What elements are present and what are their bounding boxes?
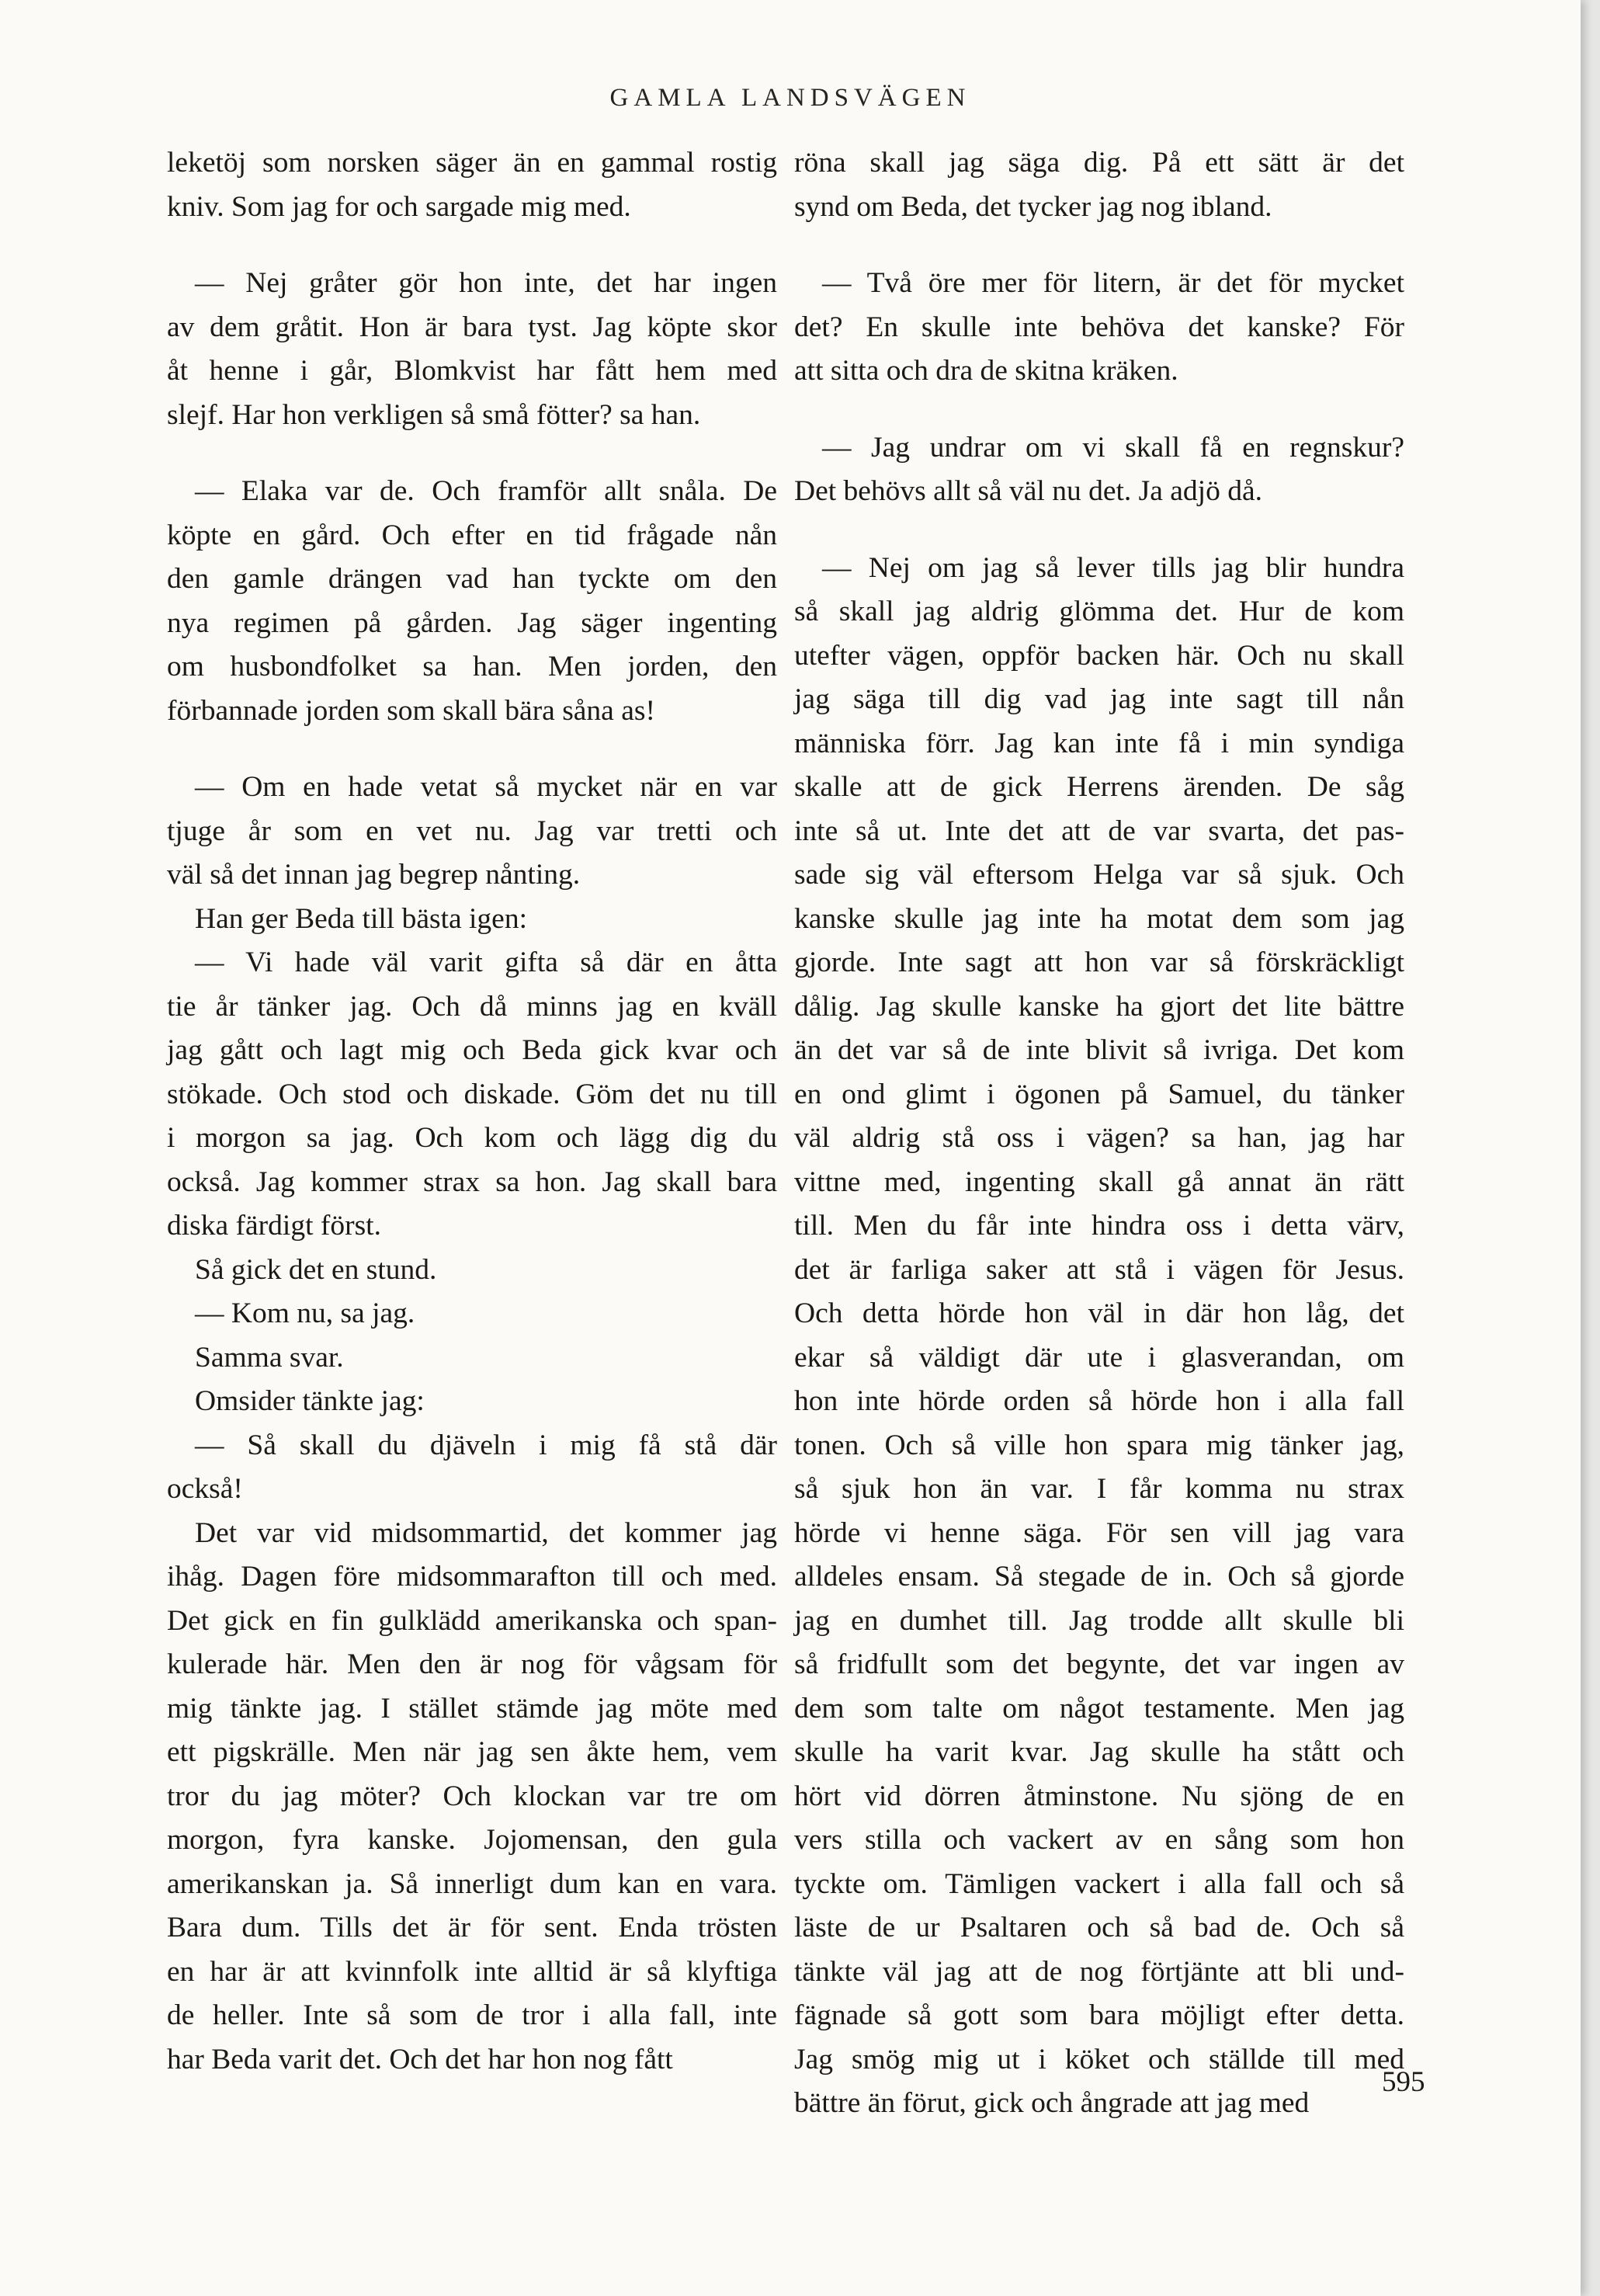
text-line: av dem gråtit. Hon är bara tyst. Jag köpte skor xyxy=(167,311,777,343)
text-line: slejf. Har hon verkligen så små fötter? sa han. xyxy=(167,398,701,431)
text-line: vers stilla och vackert av en sång som hon xyxy=(794,1824,1404,1856)
text-line: tror du jag möter? Och klockan var tre om xyxy=(167,1780,777,1812)
running-head: GAMLA LANDSVÄGEN xyxy=(609,84,971,112)
text-line: en ond glimt i ögonen på Samuel, du tänker xyxy=(794,1078,1404,1110)
text-line: i morgon sa jag. Och kom och lägg dig du xyxy=(167,1122,777,1154)
paragraph-gap xyxy=(167,229,777,262)
paragraph-gap xyxy=(794,514,1404,547)
text-line: inte så ut. Inte det att de var svarta, det pas- xyxy=(794,815,1404,847)
text-line: dålig. Jag skulle kanske ha gjort det lite bättre xyxy=(794,990,1404,1023)
text-line: Det var vid midsommartid, det kommer jag xyxy=(195,1516,777,1549)
text-line: till. Men du får inte hindra oss i detta värv, xyxy=(794,1210,1404,1242)
text-line: amerikanskan ja. Så innerligt dum kan en vara. xyxy=(167,1867,777,1900)
text-line: om husbondfolket sa han. Men jorden, den xyxy=(167,651,777,683)
text-line: kanske skulle jag inte ha motat dem som jag xyxy=(794,902,1404,935)
text-line: det? En skulle inte behöva det kanske? För xyxy=(794,311,1404,343)
text-line: så skall jag aldrig glömma det. Hur de kom xyxy=(794,596,1404,627)
text-line: alldeles ensam. Så stegade de in. Och så gjorde xyxy=(794,1561,1404,1593)
text-line: Bara dum. Tills det är för sent. Enda trösten xyxy=(167,1912,777,1943)
text-line: synd om Beda, det tycker jag nog ibland. xyxy=(794,190,1272,223)
text-line: vittne med, ingenting skall gå annat än rätt xyxy=(794,1165,1404,1198)
text-line: — Kom nu, sa jag. xyxy=(195,1297,415,1329)
text-line: väl så det innan jag begrep nånting. xyxy=(167,859,581,891)
text-line: så sjuk hon än var. I får komma nu strax xyxy=(794,1473,1404,1505)
text-line: också. Jag kommer strax sa hon. Jag skall bara xyxy=(167,1165,777,1198)
text-line: hörde vi henne säga. För sen vill jag vara xyxy=(794,1516,1404,1549)
text-line: — Elaka var de. Och framför allt snåla. De xyxy=(195,475,777,507)
text-line: läste de ur Psaltaren och så bad de. Och så xyxy=(794,1912,1404,1943)
text-line: tie år tänker jag. Och då minns jag en kväll xyxy=(167,990,777,1023)
page-number: 595 xyxy=(1382,2066,1425,2098)
paragraph-gap xyxy=(794,229,1404,262)
text-line: leketöj som norsken säger än en gammal rostig xyxy=(167,147,777,179)
text-line: tjuge år som en vet nu. Jag var tretti och xyxy=(167,815,777,847)
paragraph-gap xyxy=(167,437,777,470)
text-line: tyckte om. Tämligen vackert i alla fall och så xyxy=(794,1867,1404,1900)
text-line: väl aldrig stå oss i vägen? sa han, jag har xyxy=(794,1122,1404,1154)
text-line: bättre än förut, gick och ångrade att jag med xyxy=(794,2087,1310,2119)
text-line: förbannade jorden som skall bära såna as! xyxy=(167,694,655,727)
text-line: — Nej om jag så lever tills jag blir hundra xyxy=(822,551,1404,584)
text-line: — Nej gråter gör hon inte, det har ingen xyxy=(195,267,777,299)
text-line: en har är att kvinnfolk inte alltid är så klyftiga xyxy=(167,1955,777,1988)
text-line: Jag smög mig ut i köket och ställde till med xyxy=(794,2043,1404,2075)
text-line: sade sig väl eftersom Helga var så sjuk. Och xyxy=(794,859,1404,891)
text-line: dem som talte om något testamente. Men jag xyxy=(794,1692,1404,1725)
text-line: kniv. Som jag for och sargade mig med. xyxy=(167,190,631,223)
text-line: — Vi hade väl varit gifta så där en åtta xyxy=(195,947,777,978)
text-line: skalle att de gick Herrens ärenden. De såg xyxy=(794,771,1404,803)
text-line: kulerade här. Men den är nog för vågsam för xyxy=(167,1648,777,1680)
text-line: jag säga till dig vad jag inte sagt till nån xyxy=(794,683,1404,715)
text-line: hört vid dörren åtminstone. Nu sjöng de en xyxy=(794,1780,1404,1812)
text-line: gjorde. Inte sagt att hon var så förskräckligt xyxy=(794,947,1404,978)
text-line: mig tänkte jag. I stället stämde jag möte med xyxy=(167,1692,777,1725)
paragraph-gap xyxy=(167,733,777,766)
text-line: Så gick det en stund. xyxy=(195,1253,437,1286)
text-line: röna skall jag säga dig. På ett sätt är det xyxy=(794,147,1404,179)
text-line: Samma svar. xyxy=(195,1341,344,1374)
text-line: morgon, fyra kanske. Jojomensan, den gula xyxy=(167,1824,777,1856)
text-line: köpte en gård. Och efter en tid frågade nån xyxy=(167,519,777,551)
paragraph-gap xyxy=(794,394,1404,426)
text-line: människa förr. Jag kan inte få i min syndiga xyxy=(794,727,1404,759)
text-line: fägnade så gott som bara möjligt efter detta. xyxy=(794,1999,1404,2031)
left-column xyxy=(167,141,777,2082)
text-line: också! xyxy=(167,1473,243,1505)
text-line: ett pigskrälle. Men när jag sen åkte hem, vem xyxy=(167,1736,777,1768)
text-line: de heller. Inte så som de tror i alla fall, inte xyxy=(167,1999,777,2031)
text-line: tonen. Och så ville hon spara mig tänker jag, xyxy=(794,1429,1404,1461)
text-line: utefter vägen, oppför backen här. Och nu skall xyxy=(794,639,1404,672)
text-line: än det var så de inte blivit så ivriga. Det kom xyxy=(794,1034,1404,1066)
text-line: Omsider tänkte jag: xyxy=(195,1385,425,1417)
text-line: jag en dumhet till. Jag trodde allt skulle bli xyxy=(794,1604,1404,1637)
right-column xyxy=(794,141,1404,2126)
text-line: — Om en hade vetat så mycket när en var xyxy=(195,771,777,803)
text-line: — Två öre mer för litern, är det för mycket xyxy=(822,267,1404,299)
text-line: diska färdigt först. xyxy=(167,1210,381,1242)
text-line: stökade. Och stod och diskade. Göm det nu till xyxy=(167,1078,777,1110)
text-line: att sitta och dra de skitna kräken. xyxy=(794,355,1178,387)
text-line: så fridfullt som det begynte, det var ingen av xyxy=(794,1648,1404,1680)
text-line: — Jag undrar om vi skall få en regnskur? xyxy=(822,431,1404,464)
text-line: skulle ha varit kvar. Jag skulle ha stått och xyxy=(794,1736,1404,1768)
text-line: Han ger Beda till bästa igen: xyxy=(195,902,527,935)
text-line: ihåg. Dagen före midsommarafton till och med. xyxy=(167,1561,777,1593)
text-line: åt henne i går, Blomkvist har fått hem med xyxy=(167,355,777,387)
text-line: tänkte väl jag att de nog förtjänte att bli und- xyxy=(794,1955,1404,1988)
text-line: den gamle drängen vad han tyckte om den xyxy=(167,563,777,595)
text-line: hon inte hörde orden så hörde hon i alla fall xyxy=(794,1385,1404,1417)
text-line: ekar så väldigt där ute i glasverandan, om xyxy=(794,1341,1404,1374)
text-line: jag gått och lagt mig och Beda gick kvar och xyxy=(167,1034,777,1066)
text-line: nya regimen på gården. Jag säger ingenting xyxy=(167,606,777,639)
text-line: det är farliga saker att stå i vägen för Jesus. xyxy=(794,1253,1404,1286)
text-line: Det behövs allt så väl nu det. Ja adjö då. xyxy=(794,475,1262,507)
text-line: — Så skall du djäveln i mig få stå där xyxy=(195,1429,777,1461)
text-line: har Beda varit det. Och det har hon nog fått xyxy=(167,2043,673,2075)
text-line: Det gick en fin gulklädd amerikanska och span- xyxy=(167,1604,777,1637)
text-line: Och detta hörde hon väl in där hon låg, det xyxy=(794,1297,1404,1329)
